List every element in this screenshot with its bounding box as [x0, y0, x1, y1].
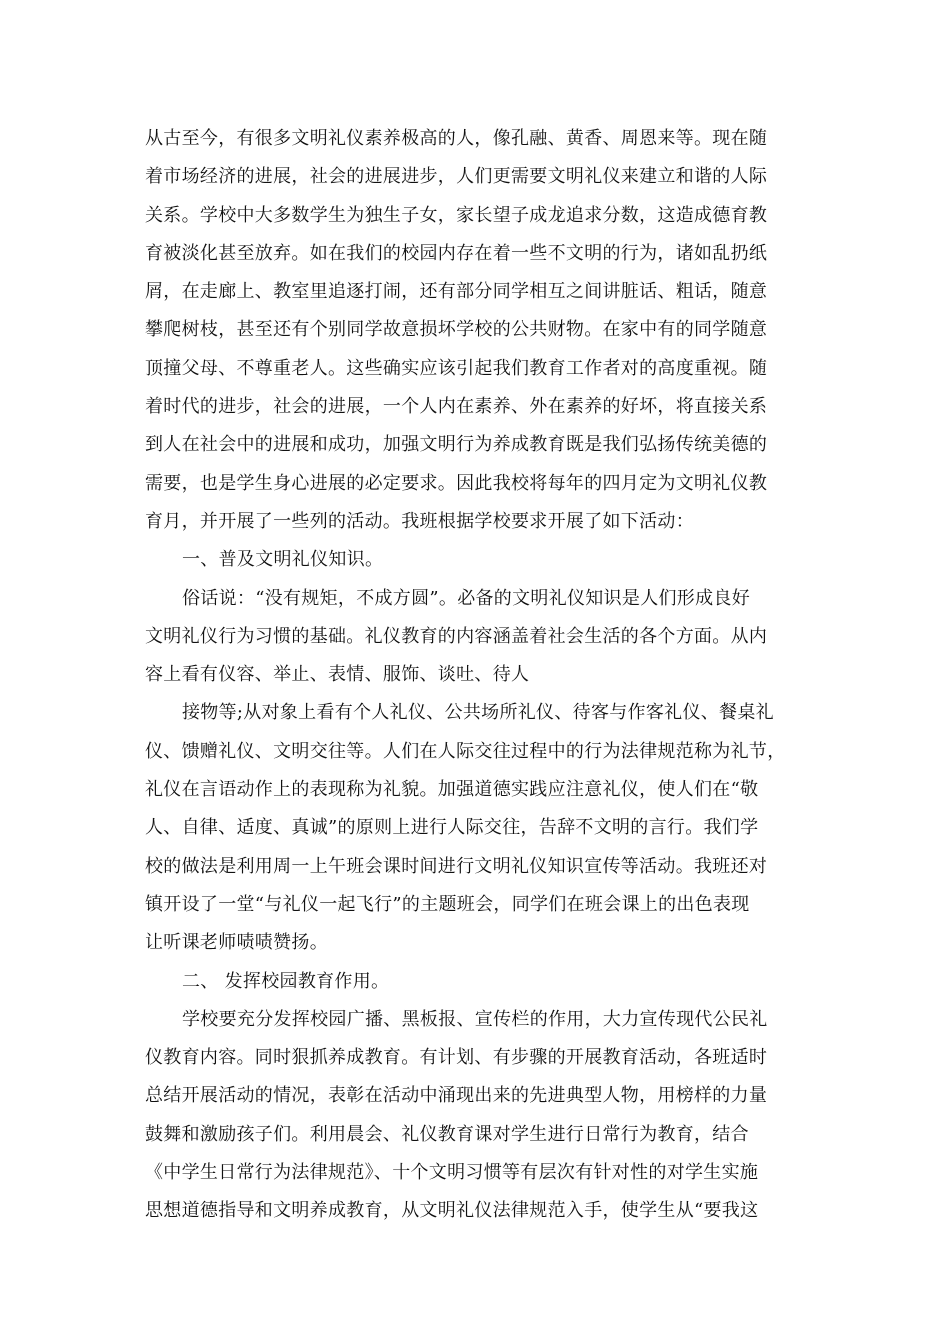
text-line: 仪、馈赠礼仪、文明交往等。人们在人际交往过程中的行为法律规范称为礼节， [145, 740, 786, 762]
text-line: 文明礼仪行为习惯的基础。礼仪教育的内容涵盖着社会生活的各个方面。从内 [145, 625, 768, 647]
text-line: 礼仪在言语动作上的表现称为礼貌。加强道德实践应注意礼仪，使人们在“敬 [145, 779, 759, 801]
body-text [145, 120, 815, 1231]
text-line: 容上看有仪容、举止、表情、服饰、谈吐、待人 [145, 664, 530, 686]
text-line: 从古至今，有很多文明礼仪素养极高的人，像孔融、黄香、周恩来等。现在随 [145, 128, 768, 149]
text-line: 顶撞父母、不尊重老人。这些确实应该引起我们教育工作者对的高度重视。随 [145, 357, 768, 379]
text-line: 总结开展活动的情况，表彰在活动中涌现出来的先进典型人物，用榜样的力量 [145, 1085, 768, 1107]
text-line: 攀爬树枝，甚至还有个别同学故意损坏学校的公共财物。在家中有的同学随意 [145, 319, 768, 341]
text-line: 二、 发挥校园教育作用。 [182, 970, 390, 992]
text-line: 屑，在走廊上、教室里追逐打闹，还有部分同学相互之间讲脏话、粗话，随意 [145, 281, 768, 303]
text-line: 需要，也是学生身心进展的必定要求。因此我校将每年的四月定为文明礼仪教 [145, 472, 768, 494]
text-line: 一、普及文明礼仪知识。 [182, 549, 384, 571]
text-line: 接物等;从对象上看有个人礼仪、公共场所礼仪、待客与作客礼仪、餐桌礼 [182, 702, 774, 724]
text-line: 镇开设了一堂“与礼仪一起飞行”的主题班会，同学们在班会课上的出色表现 [145, 893, 750, 915]
text-line: 思想道德指导和文明养成教育，从文明礼仪法律规范入手，使学生从“要我这 [145, 1200, 759, 1222]
text-line: 《中学生日常行为法律规范》、十个文明习惯等有层次有针对性的对学生实施 [145, 1162, 759, 1184]
text-line: 仪教育内容。同时狠抓养成教育。有计划、有步骤的开展教育活动，各班适时 [145, 1047, 768, 1069]
text-line: 关系。学校中大多数学生为独生子女，家长望子成龙追求分数，这造成德育教 [145, 204, 768, 226]
text-line: 俗话说：“没有规矩，不成方圆”。必备的文明礼仪知识是人们形成良好 [182, 587, 751, 609]
text-line: 育被淡化甚至放弃。如在我们的校园内存在着一些不文明的行为，诸如乱扔纸 [145, 242, 768, 264]
text-line: 鼓舞和激励孩子们。利用晨会、礼仪教育课对学生进行日常行为教育，结合 [145, 1123, 749, 1145]
text-line: 人、自律、适度、真诚”的原则上进行人际交往，告辞不文明的言行。我们学 [145, 817, 759, 839]
text-line: 到人在社会中的进展和成功，加强文明行为养成教育既是我们弘扬传统美德的 [145, 434, 768, 456]
text-line: 育月，并开展了一些列的活动。我班根据学校要求开展了如下活动： [145, 510, 694, 532]
text-line: 学校要充分发挥校园广播、黑板报、宣传栏的作用，大力宣传现代公民礼 [182, 1008, 768, 1030]
text-line: 校的做法是利用周一上午班会课时间进行文明礼仪知识宣传等活动。我班还对 [145, 855, 768, 877]
text-line: 着市场经济的进展，社会的进展进步，人们更需要文明礼仪来建立和谐的人际 [145, 166, 768, 188]
text-line: 让听课老师啧啧赞扬。 [145, 932, 328, 954]
text-line: 着时代的进步，社会的进展，一个人内在素养、外在素养的好坏，将直接关系 [145, 396, 768, 418]
